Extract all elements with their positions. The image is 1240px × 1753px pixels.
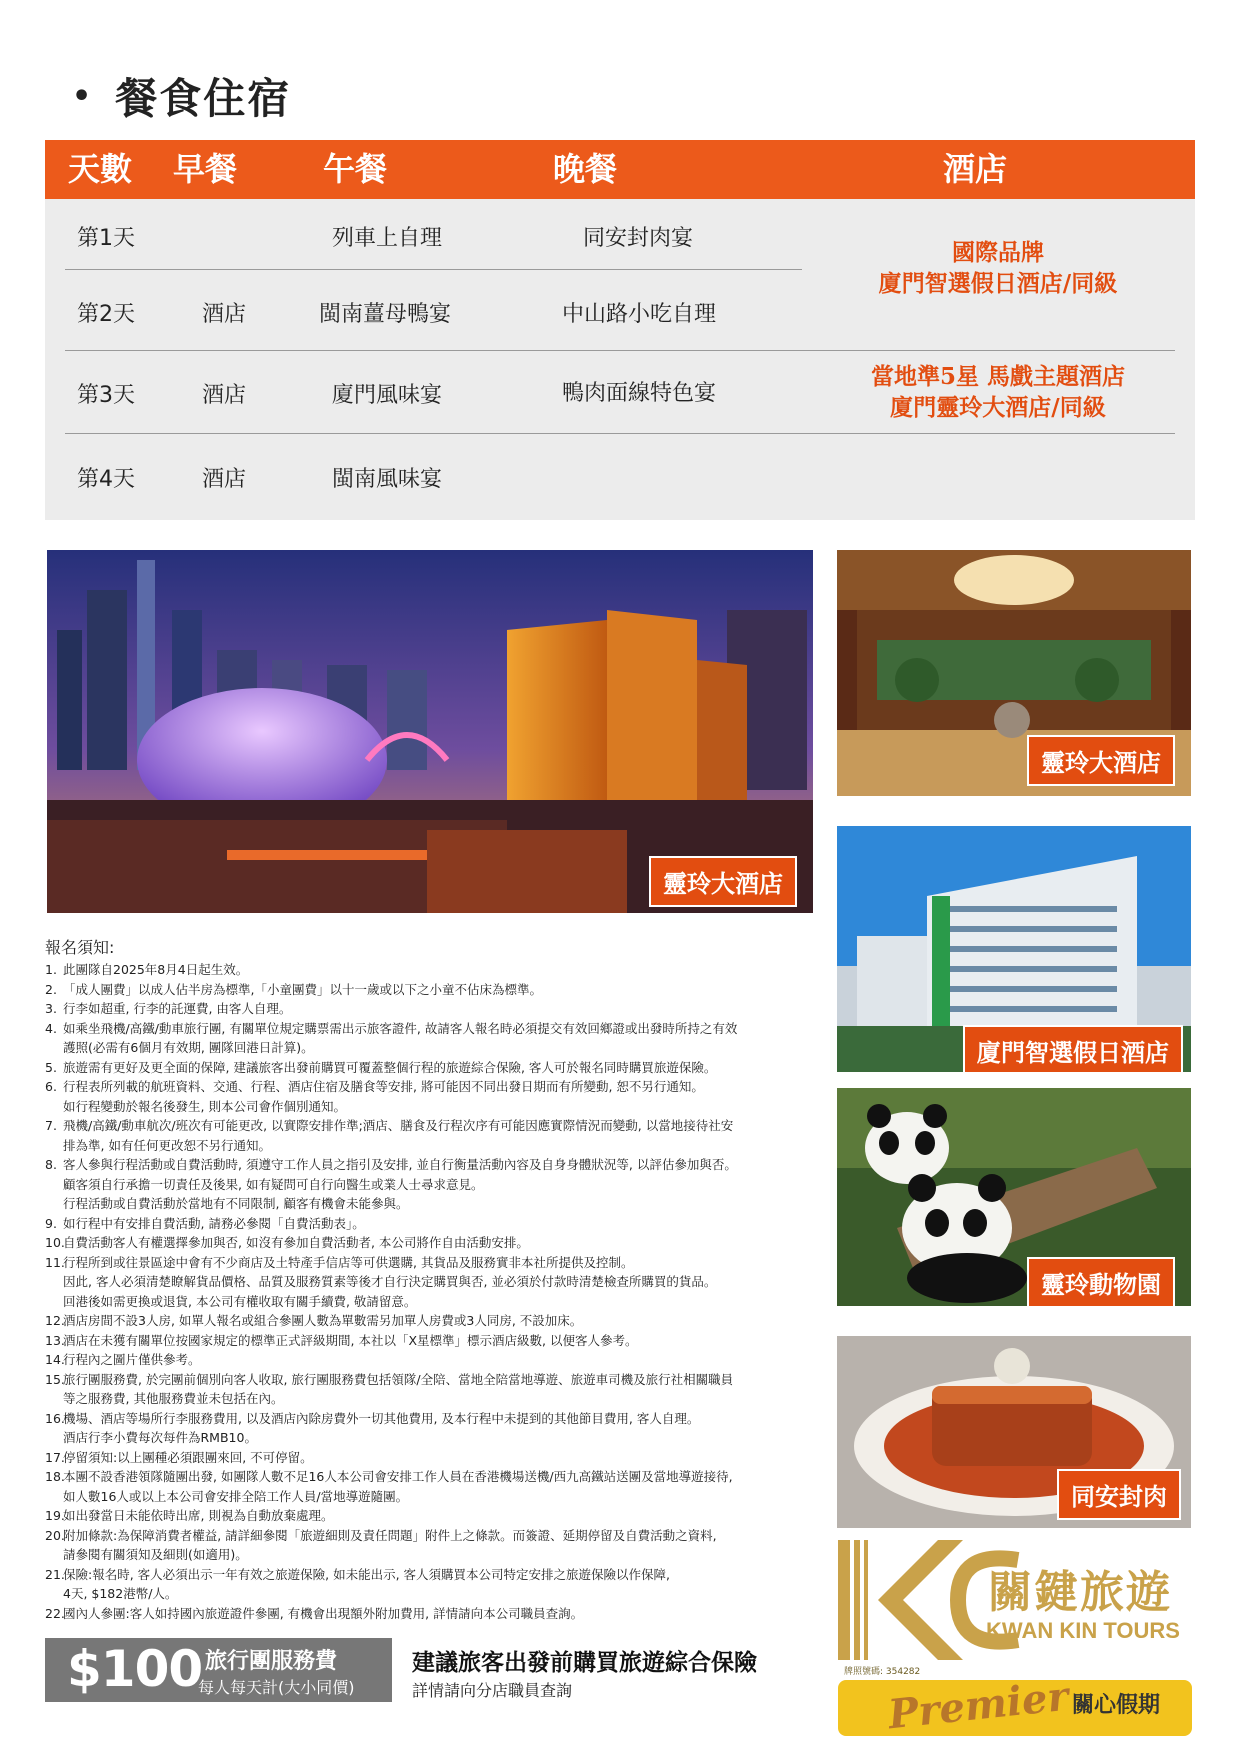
notes-item-line: 旅遊需有更好及更全面的保障, 建議旅客出發前購買可覆蓋整個行程的旅遊綜合保險, 客人可於報名同時購買旅遊保險。 bbox=[63, 1059, 717, 1075]
notes-item-line: 4天, $182港幣/人。 bbox=[63, 1586, 178, 1601]
express-photo-caption: 廈門智選假日酒店 bbox=[963, 1025, 1183, 1072]
notes-item-line: 客人參與行程活動或自費活動時, 須遵守工作人員之指引及安排, 並自行衡量活動內容及自身身體狀況等, 以評估參加與否。 bbox=[63, 1157, 737, 1172]
row3-day: 第3天 bbox=[77, 383, 135, 408]
notes-item-body bbox=[63, 1331, 825, 1351]
notes-item-number: 22. bbox=[45, 1605, 65, 1621]
notes-item-body bbox=[63, 1155, 825, 1214]
notes-item-body bbox=[63, 1409, 825, 1448]
notes-item-number: 1. bbox=[45, 962, 57, 977]
notes-item-number: 4. bbox=[45, 1020, 57, 1036]
table-header bbox=[45, 140, 1195, 199]
braised-pork-photo bbox=[837, 1336, 1191, 1528]
row3-lunch: 廈門風味宴 bbox=[332, 383, 443, 408]
header-dinner: 晚餐 bbox=[552, 150, 617, 188]
notes-item-body bbox=[63, 1370, 825, 1409]
notes-item-line: 附加條款:為保障消費者權益, 請詳細參閱「旅遊細則及責任問題」附件上之條款。而簽證、延期停留及自費活動之資料, bbox=[63, 1527, 717, 1543]
notes-item-line: 酒店行李小費每次每件為RMB10。 bbox=[63, 1430, 257, 1445]
row4-breakfast: 酒店 bbox=[202, 467, 247, 492]
row4-day: 第4天 bbox=[77, 467, 135, 492]
notes-item-line: 飛機/高鐵/動車航次/班次有可能更改, 以實際安排作準;酒店、膳食及行程次序有可能因應實際情況而變動, 以當地接待社安 bbox=[63, 1118, 734, 1133]
brand-tagline: 關心假期 bbox=[1072, 1693, 1161, 1718]
notes-item-body bbox=[63, 1233, 825, 1253]
notes-item-number: 10. bbox=[45, 1235, 65, 1250]
notes-heading: 報名須知: bbox=[45, 938, 115, 957]
notes-item-body bbox=[63, 1058, 825, 1078]
notes-item-line: 本團不設香港領隊隨團出發, 如團隊人數不足16人本公司會安排工作人員在香港機場送機/西九高鐵站送團及當地導遊接待, bbox=[63, 1469, 733, 1484]
notes-item-line: 機場、酒店等場所行李服務費用, 以及酒店內除房費外一切其他費用, 及本行程中未提到的其他節目費用, 客人自理。 bbox=[63, 1410, 700, 1426]
notes-item-line: 國內人參團:客人如持國內旅遊證件參團, 有機會出現額外附加費用, 詳情請向本公司職員查詢。 bbox=[63, 1605, 584, 1621]
hotel-lobby-photo bbox=[837, 550, 1191, 796]
notes-item-line: 「成人團費」以成人佔半房為標準,「小童團費」以十一歲或以下之小童不佔床為標準。 bbox=[63, 981, 542, 997]
notes-item-body bbox=[63, 1448, 825, 1468]
hotel-2 bbox=[803, 361, 1193, 423]
notes-item-body bbox=[63, 1253, 825, 1312]
notes-item-number: 15. bbox=[45, 1371, 65, 1387]
lobby-photo-caption: 靈玲大酒店 bbox=[1027, 735, 1175, 786]
hotel-2-line2: 廈門靈玲大酒店/同級 bbox=[890, 394, 1106, 421]
panda-photo-caption: 靈玲動物園 bbox=[1027, 1257, 1175, 1306]
header-lunch: 午餐 bbox=[322, 150, 387, 188]
notes-item-line: 自費活動客人有權選擇參加與否, 如沒有參加自費活動者, 本公司將作自由活動安排。 bbox=[63, 1235, 529, 1250]
notes-item-number: 16. bbox=[45, 1410, 65, 1426]
notes-item-body bbox=[63, 1565, 825, 1604]
brand-license: 牌照號碼: 354282 bbox=[844, 1667, 921, 1677]
notes-item-number: 18. bbox=[45, 1469, 65, 1484]
brand-name-en: KWAN KIN TOURS bbox=[986, 1618, 1180, 1643]
row1-dinner: 同安封肉宴 bbox=[583, 226, 694, 251]
notes-item-body bbox=[63, 999, 825, 1019]
notes-item-number: 8. bbox=[45, 1157, 57, 1172]
notes-item bbox=[45, 1077, 825, 1116]
row-divider bbox=[65, 269, 802, 270]
kwan-kin-logo bbox=[838, 1540, 1192, 1740]
notes-item bbox=[45, 1019, 825, 1058]
notes-item-body bbox=[63, 1116, 825, 1155]
notes-item bbox=[45, 1604, 825, 1624]
service-fee-note: 每人每天計(大小同價) bbox=[198, 1678, 355, 1697]
header-hotel: 酒店 bbox=[942, 150, 1007, 188]
row4-lunch: 閩南風味宴 bbox=[332, 467, 443, 492]
notes-item-line: 旅行團服務費, 於完團前個別向客人收取, 旅行團服務費包括領隊/全陪、當地全陪當地導遊、旅遊車司機及旅行社相關職員 bbox=[63, 1371, 734, 1387]
notes-item bbox=[45, 1155, 825, 1214]
notes-item-body bbox=[63, 1311, 825, 1331]
notes-item-line: 如出發當日未能依時出席, 則視為自動放棄處理。 bbox=[63, 1508, 334, 1523]
notes-item bbox=[45, 1311, 825, 1331]
row1-lunch: 列車上自理 bbox=[332, 226, 443, 251]
notes-item-number: 12. bbox=[45, 1313, 65, 1328]
notes-item-line: 顧客須自行承擔一切責任及後果, 如有疑問可自行向醫生或業人士尋求意見。 bbox=[63, 1176, 484, 1192]
bullet-icon: • bbox=[72, 78, 92, 114]
notes-item bbox=[45, 999, 825, 1019]
notes-item-number: 13. bbox=[45, 1332, 65, 1348]
notes-item-body bbox=[63, 1214, 825, 1234]
brand-name-cn: 關鍵旅遊 bbox=[988, 1567, 1172, 1618]
notes-item-line: 護照(必需有6個月有效期, 團隊回港日計算)。 bbox=[63, 1040, 314, 1055]
hotel-1-line1: 國際品牌 bbox=[952, 239, 1044, 266]
notes-item-number: 7. bbox=[45, 1118, 57, 1133]
section-title bbox=[72, 66, 291, 126]
notes-item-number: 2. bbox=[45, 981, 57, 997]
header-day: 天數 bbox=[67, 150, 132, 188]
notes-item bbox=[45, 1467, 825, 1506]
notes-item bbox=[45, 1116, 825, 1155]
row2-day: 第2天 bbox=[77, 302, 135, 327]
notes-item-line: 行程表所列載的航班資料、交通、行程、酒店住宿及膳食等安排, 將可能因不同出發日期而有所變動, 恕不另行通知。 bbox=[63, 1079, 704, 1094]
notes-item-body bbox=[63, 1077, 825, 1116]
notes-item bbox=[45, 1058, 825, 1078]
section-title-text: 餐食住宿 bbox=[115, 74, 292, 123]
notes-item-body bbox=[63, 1019, 825, 1058]
notes-item-body bbox=[63, 960, 825, 980]
hotel-2-line1: 當地準5星 馬戲主題酒店 bbox=[870, 363, 1125, 390]
notes-item-number: 17. bbox=[45, 1449, 65, 1465]
notes-item-line: 行李如超重, 行李的託運費, 由客人自理。 bbox=[63, 1001, 292, 1016]
notes-item-line: 酒店房間不設3人房, 如單人報名或組合參團人數為單數需另加單人房費或3人同房, 不設加床。 bbox=[63, 1313, 583, 1328]
notes-item-line: 此團隊自2025年8月4日起生效。 bbox=[63, 962, 249, 977]
row-divider bbox=[65, 433, 1175, 434]
brand-premier: Premier bbox=[886, 1672, 1071, 1739]
notes-item-line: 因此, 客人必須清楚瞭解貨品價格、品質及服務質素等後才自行決定購買與否, 並必須於付款時清楚檢查所購買的貨品。 bbox=[63, 1274, 717, 1289]
hotel-1 bbox=[803, 237, 1193, 299]
row-divider bbox=[65, 350, 1175, 351]
notes-item-body bbox=[63, 1526, 825, 1565]
notes-item-line: 如乘坐飛機/高鐵/動車旅行團, 有關單位規定購票需出示旅客證件, 故請客人報名時必須提交有效回鄉證或出發時所持之有效 bbox=[63, 1020, 738, 1036]
main-photo-caption: 靈玲大酒店 bbox=[649, 856, 797, 907]
notes-item-line: 排為準, 如有任何更改恕不另行通知。 bbox=[63, 1137, 271, 1153]
notes-item bbox=[45, 1448, 825, 1468]
notes-item-number: 5. bbox=[45, 1059, 57, 1075]
notes-item-number: 21. bbox=[45, 1566, 65, 1582]
notes-item-number: 3. bbox=[45, 1001, 57, 1016]
express-hotel-photo bbox=[837, 826, 1191, 1072]
notes-item-number: 20. bbox=[45, 1527, 65, 1543]
row2-breakfast: 酒店 bbox=[202, 302, 247, 327]
notes-item bbox=[45, 1233, 825, 1253]
notes-item-line: 等之服務費, 其他服務費並未包括在內。 bbox=[63, 1391, 284, 1406]
notes-item-body bbox=[63, 1350, 825, 1370]
insurance-note: 詳情請向分店職員查詢 bbox=[412, 1681, 573, 1700]
notes-item-line: 保險:報名時, 客人必須出示一年有效之旅遊保險, 如未能出示, 客人須購買本公司特定安排之旅遊保險以作保障, bbox=[63, 1566, 671, 1582]
row1-day: 第1天 bbox=[77, 226, 135, 251]
meal-hotel-table bbox=[45, 140, 1195, 520]
row3-dinner: 鴨肉面線特色宴 bbox=[562, 381, 717, 406]
notes-item-number: 11. bbox=[45, 1254, 65, 1270]
notes-item-body bbox=[63, 1604, 825, 1624]
row2-lunch: 閩南薑母鴨宴 bbox=[319, 302, 452, 327]
service-fee-box bbox=[45, 1638, 392, 1702]
pork-photo-caption: 同安封肉 bbox=[1057, 1469, 1181, 1520]
notes-item bbox=[45, 1350, 825, 1370]
notes-item bbox=[45, 980, 825, 1000]
notes-item-number: 19. bbox=[45, 1508, 65, 1523]
service-fee-amount: $100 bbox=[67, 1640, 203, 1698]
notes-item-body bbox=[63, 1467, 825, 1506]
notes-item bbox=[45, 960, 825, 980]
notes-item-line: 行程活動或自費活動於當地有不同限制, 顧客有機會未能參與。 bbox=[63, 1196, 409, 1211]
notes-item bbox=[45, 1526, 825, 1565]
notes-item-line: 行程內之圖片僅供參考。 bbox=[63, 1352, 201, 1367]
insurance-title: 建議旅客出發前購買旅遊綜合保險 bbox=[412, 1649, 757, 1676]
notes-item bbox=[45, 1253, 825, 1312]
notes-item-number: 6. bbox=[45, 1079, 57, 1094]
notes-item-number: 14. bbox=[45, 1352, 65, 1367]
notes-item-number: 9. bbox=[45, 1215, 57, 1231]
notes-item-line: 如行程中有安排自費活動, 請務必參閱「自費活動表」。 bbox=[63, 1215, 365, 1231]
notes-item-line: 行程所到或往景區途中會有不少商店及土特產手信店等可供選購, 其貨品及服務實非本社所提供及控制。 bbox=[63, 1254, 634, 1270]
notes-item bbox=[45, 1565, 825, 1604]
row2-dinner: 中山路小吃自理 bbox=[562, 302, 717, 327]
row3-breakfast: 酒店 bbox=[202, 383, 247, 408]
notes-item bbox=[45, 1370, 825, 1409]
notes-item-body bbox=[63, 1506, 825, 1526]
notes-item-line: 請參閱有關須知及細則(如適用)。 bbox=[63, 1547, 248, 1562]
notes-item-body bbox=[63, 980, 825, 1000]
notes-item-line: 如行程變動於報名後發生, 則本公司會作個別通知。 bbox=[63, 1098, 346, 1114]
registration-notes bbox=[45, 937, 825, 1623]
hotel-1-line2: 廈門智選假日酒店/同級 bbox=[878, 270, 1118, 297]
hotel-night-photo bbox=[47, 550, 813, 913]
service-fee-title: 旅行團服務費 bbox=[205, 1648, 338, 1674]
panda-zoo-photo bbox=[837, 1088, 1191, 1306]
notes-item bbox=[45, 1331, 825, 1351]
notes-item-line: 回港後如需更換或退貨, 本公司有權收取有關手續費, 敬請留意。 bbox=[63, 1293, 417, 1309]
notes-item-line: 酒店在未獲有關單位按國家規定的標準正式評級期間, 本社以「X星標準」標示酒店級數, 以便客人參考。 bbox=[63, 1332, 638, 1348]
notes-item-line: 如人數16人或以上本公司會安排全陪工作人員/當地導遊隨團。 bbox=[63, 1488, 409, 1504]
notes-item bbox=[45, 1214, 825, 1234]
notes-item bbox=[45, 1506, 825, 1526]
notes-item-line: 停留須知:以上團種必須跟團來回, 不可停留。 bbox=[63, 1449, 313, 1465]
notes-item bbox=[45, 1409, 825, 1448]
notes-list bbox=[45, 960, 825, 1623]
header-breakfast: 早餐 bbox=[172, 150, 237, 188]
